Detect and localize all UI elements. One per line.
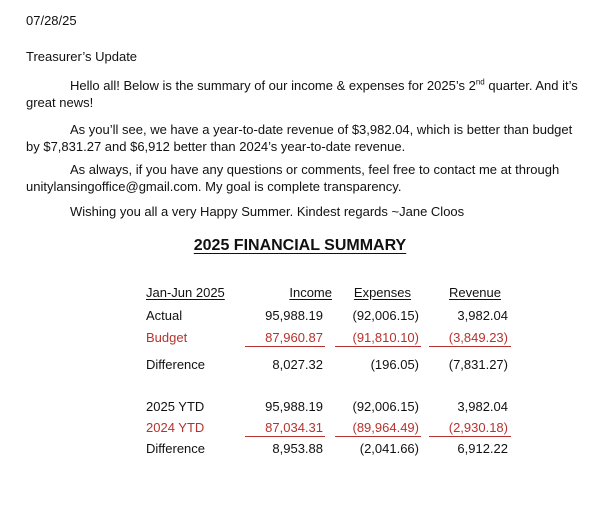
row-label: Difference <box>146 357 206 372</box>
summary-title: 2025 FINANCIAL SUMMARY <box>193 237 407 254</box>
revenue-subtotal-line <box>429 436 511 437</box>
closing-paragraph: Wishing you all a very Happy Summer. Kindest regards ~Jane Cloos <box>70 204 465 219</box>
expenses-subtotal-line <box>335 346 421 347</box>
revenue-value: 6,912.22 <box>457 441 508 456</box>
row-label: 2025 YTD <box>146 399 205 414</box>
income-value: 8,953.88 <box>272 441 323 456</box>
expenses-value: (2,041.66) <box>359 441 419 456</box>
income-subtotal-line <box>245 436 325 437</box>
letter-heading: Treasurer’s Update <box>26 49 138 64</box>
ordinal-suffix: nd <box>475 77 485 87</box>
row-label: 2024 YTD <box>146 420 205 435</box>
income-value: 87,960.87 <box>265 330 323 345</box>
expenses-value: (91,810.10) <box>352 330 419 345</box>
income-value: 87,034.31 <box>265 420 323 435</box>
intro-text-end: quarter. And it’s great news! <box>26 78 578 110</box>
income-value: 8,027.32 <box>272 357 323 372</box>
header-revenue: Revenue <box>448 285 501 300</box>
revenue-value: (2,930.18) <box>448 420 508 435</box>
revenue-paragraph: As you’ll see, we have a year-to-date revenue of $3,982.04, which is better than budget by $7,831.27 and $6,912 better than 2024’s year-to-date revenue. <box>26 122 573 154</box>
expenses-subtotal-line <box>335 436 421 437</box>
revenue-value: (7,831.27) <box>448 357 508 372</box>
revenue-subtotal-line <box>429 346 511 347</box>
row-label: Budget <box>146 330 188 345</box>
header-income: Income <box>289 285 332 300</box>
expenses-value: (92,006.15) <box>352 308 419 323</box>
income-subtotal-line <box>245 346 325 347</box>
income-value: 95,988.19 <box>265 308 323 323</box>
expenses-value: (196.05) <box>370 357 419 372</box>
row-label: Actual <box>146 308 183 323</box>
contact-paragraph: As always, if you have any questions or comments, feel free to contact me at through unitylansingoffice@gmail.com. My goal is complete transparency. <box>26 162 560 194</box>
revenue-value: 3,982.04 <box>457 308 508 323</box>
row-label: Difference <box>146 441 206 456</box>
revenue-value: (3,849.23) <box>448 330 508 345</box>
header-expenses: Expenses <box>353 285 411 300</box>
expenses-value: (89,964.49) <box>352 420 419 435</box>
expenses-value: (92,006.15) <box>352 399 419 414</box>
revenue-value: 3,982.04 <box>457 399 508 414</box>
header-period: Jan-Jun 2025 <box>146 285 225 300</box>
income-value: 95,988.19 <box>265 399 323 414</box>
letter-date: 07/28/25 <box>26 13 77 28</box>
intro-paragraph <box>26 77 581 111</box>
intro-text-start: Hello all! Below is the summary of our income & expenses for 2025’s 2 <box>70 78 476 93</box>
